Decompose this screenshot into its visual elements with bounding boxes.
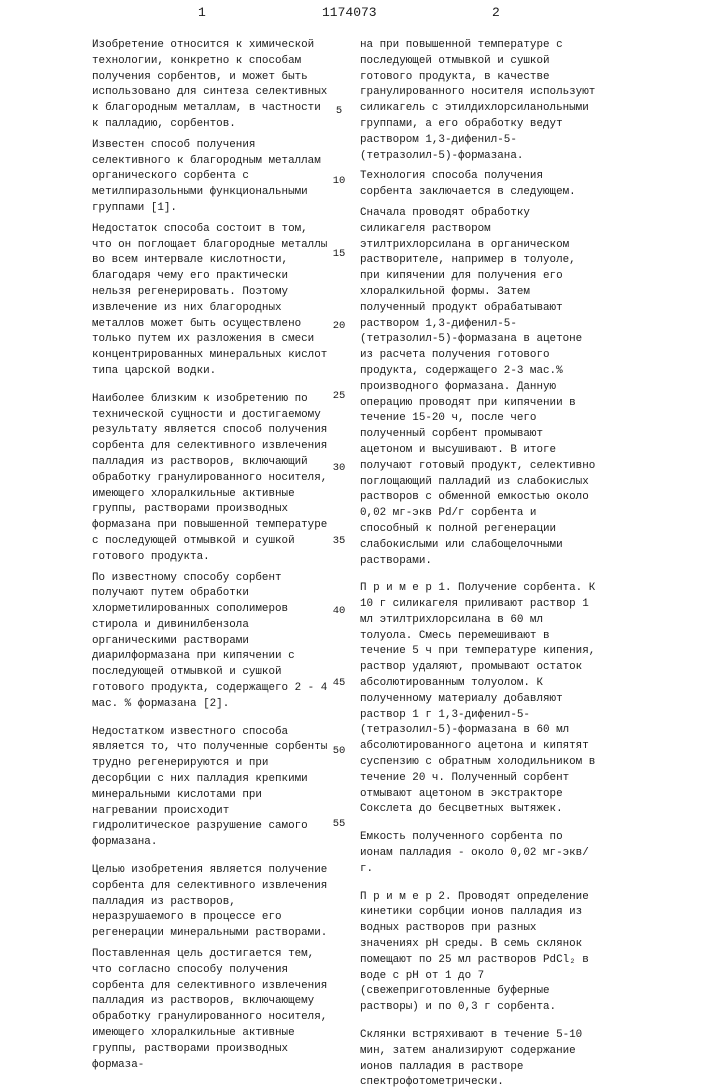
line-number: 15 [328,248,350,260]
line-number: 30 [328,462,350,474]
paragraph: Сначала проводят обработку силикагеля раствором этилтрихлорсилана в органическом растворителе, например в толуоле, при кипячении для получения его хлоралкильной формы. Затем полученный продукт обрабатывают раствором 1,3-дифенил-5-(тетразолил-5)-формазана в ацетоне из расчета получения готового продукта, содержащего 2-3 мас.% производного формазана. Данную операцию проводят при кипячении в течение 15-20 ч, после чего полученный сорбент промывают ацетоном и высушивают. В итоге получают готовый продукт, селективно поглощающий палладий из слабокислых растворов с обменной емкостью около 0,02 мг-экв Pd/г сорбента и способный к полной регенерации слабокислыми или слабощелочными растворами. [360,206,598,569]
column-number-left: 1 [198,5,206,20]
line-number: 40 [328,605,350,617]
column-number-right: 2 [492,5,500,20]
line-number: 35 [328,535,350,547]
paragraph: П р и м е р 1. Получение сорбента. К 10 г силикагеля приливают раствор 1 мл этилтрихлорсилана в 60 мл толуола. Смесь перемешивают в течение 5 ч при температуре кипения, раствор удаляют, промывают остаток абсолютированным толуолом. К полученному материалу добавляют раствор 1 г 1,3-дифенил-5-(тетразолил-5)-формазана в 60 мл абсолютированного ацетона и кипятят суспензию с обратным холодильником в течение 20 ч. Полученный сорбент отмывают ацетоном в экстракторе Сокслета до бесцветных вытяжек. [360,581,598,818]
line-number: 5 [328,105,350,117]
line-number: 10 [328,175,350,187]
paragraph: Целью изобретения является получение сорбента для селективного извлечения палладия из растворов, неразрушаемого в процессе его регенерации минеральными растворами. [92,863,330,942]
paragraph: По известному способу сорбент получают путем обработки хлорметилированных сополимеров стирола и дивинилбензола органическими растворами диарилформазана при кипячении с последующей отмывкой и сушкой готового продукта, содержащего 2 - 4 мас. % формазана [2]. [92,571,330,713]
paragraph: Емкость полученного сорбента по ионам палладия - около 0,02 мг-экв/г. [360,830,598,877]
line-number: 50 [328,745,350,757]
paragraph: Изобретение относится к химической технологии, конкретно к способам получения сорбентов, и может быть использовано для синтеза селективных к благородным металлам, в частности к палладию, сорбентов. [92,38,330,133]
paragraph: Наиболее близким к изобретению по технической сущности и достигаемому результату является способ получения сорбента для селективного извлечения палладия из растворов, включающий обработку гранулированного носителя, имеющего хлоралкильные активные группы, растворами производных формазана при повышенной температуре с последующей отмывкой и сушкой готового продукта. [92,392,330,566]
patent-number: 1174073 [322,5,377,20]
paragraph: Склянки встряхивают в течение 5-10 мин, затем анализируют содержание ионов палладия в растворе спектрофотометрически. [360,1028,598,1091]
left-column [92,38,330,1073]
paragraph: Поставленная цель достигается тем, что согласно способу получения сорбента для селективного извлечения палладия из растворов, включающему обработку гранулированного носителя, имеющего хлоралкильные активные группы, растворами производных формаза- [92,947,330,1073]
line-number: 25 [328,390,350,402]
right-column [360,38,598,1091]
paragraph: П р и м е р 2. Проводят определение кинетики сорбции ионов палладия из водных растворов при разных значениях pH среды. В семь склянок помещают по 25 мл растворов PdCl₂ в воде с pH от 1 до 7 (свежеприготовленные буферные растворы) и по 0,3 г сорбента. [360,890,598,1016]
paragraph: на при повышенной температуре с последующей отмывкой и сушкой готового продукта, в качестве гранулированного носителя используют силикагель с этилдихлорсиланольными группами, а его обработку ведут раствором 1,3-дифенил-5-(тетразолил-5)-формазана. [360,38,598,164]
line-number: 55 [328,818,350,830]
paragraph: Известен способ получения селективного к благородным металлам органического сорбента с метилпиразольными функциональными группами [1]. [92,138,330,217]
paragraph: Технология способа получения сорбента заключается в следующем. [360,169,598,201]
line-number: 20 [328,320,350,332]
line-number: 45 [328,677,350,689]
paragraph: Недостаток способа состоит в том, что он поглощает благородные металлы во всем интервале кислотности, благодаря чему его практически нельзя регенерировать. Поэтому извлечение из них благородных металлов может быть осуществлено только путем их разложения в смеси концентрированных минеральных кислот типа царской водки. [92,222,330,380]
paragraph: Недостатком известного способа является то, что полученные сорбенты трудно регенерируются и при десорбции с них палладия крепкими минеральными кислотами при нагревании происходит гидролитическое разрушение самого формазана. [92,725,330,851]
